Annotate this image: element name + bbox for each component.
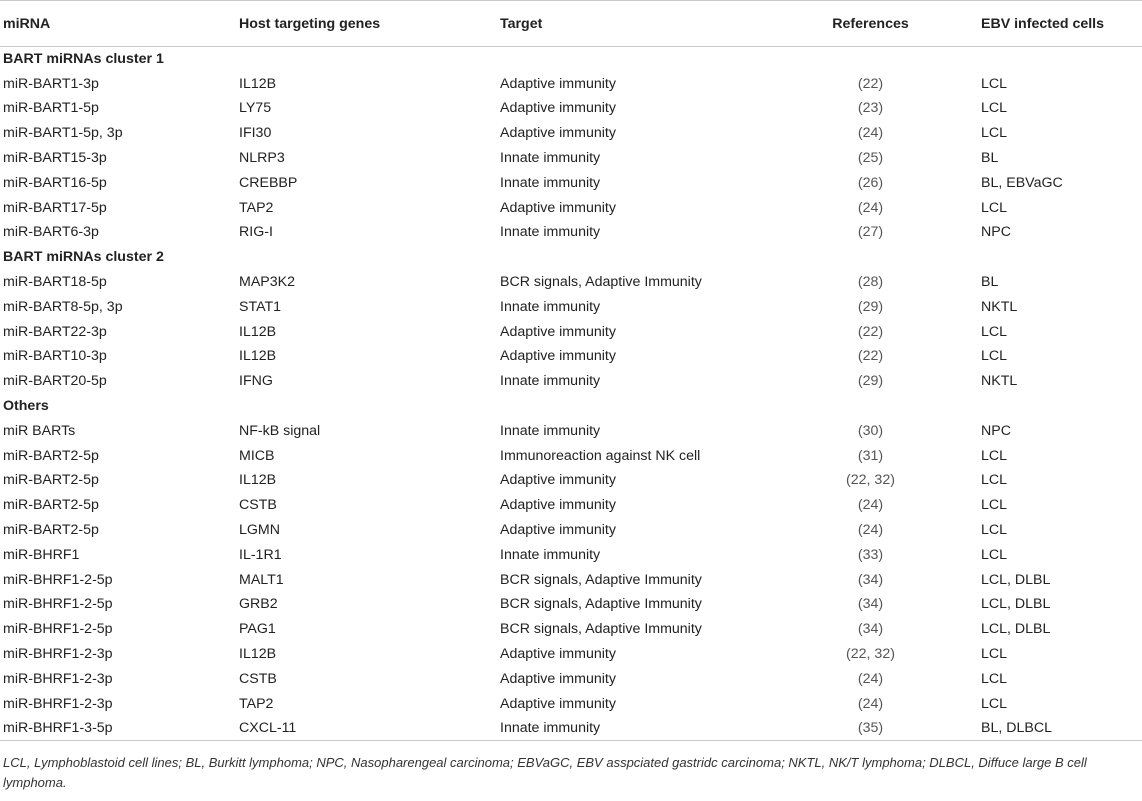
reference-link[interactable]: (24)	[857, 199, 884, 216]
table-row	[0, 319, 1142, 344]
cell-ebv-cells: BL, DLBCL	[978, 716, 1142, 741]
table-row	[0, 716, 1142, 741]
cell-host-gene: IL12B	[239, 472, 277, 489]
table-row	[0, 220, 1142, 245]
table-row	[0, 443, 1142, 468]
cell-reference	[763, 294, 978, 319]
reference-link[interactable]: (29)	[857, 373, 884, 390]
cell-reference	[763, 71, 978, 96]
table-row	[0, 567, 1142, 592]
cell-target: Innate immunity	[497, 716, 763, 741]
cell-mirna: miR-BHRF1-2-3p	[3, 670, 113, 687]
cell-target: Adaptive immunity	[500, 323, 616, 340]
reference-link[interactable]: (24)	[857, 695, 884, 712]
cell-reference	[763, 493, 978, 518]
cell-target: Adaptive immunity	[500, 348, 616, 365]
cell-reference	[763, 642, 978, 667]
cell-mirna: miR-BART2-5p	[3, 447, 99, 464]
cell-target: Adaptive immunity	[500, 670, 616, 687]
cell-mirna: miR-BART8-5p, 3p	[3, 298, 123, 315]
cell-mirna: miR-BART20-5p	[3, 373, 107, 390]
table-row	[0, 121, 1142, 146]
cell-host-gene: PAG1	[239, 621, 276, 638]
cell-target: Adaptive immunity	[500, 646, 616, 663]
cell-host-gene: IL-1R1	[239, 546, 282, 563]
reference-link[interactable]: (34)	[857, 571, 884, 588]
cell-target: Adaptive immunity	[500, 199, 616, 216]
cell-ebv-cells: LCL, DLBL	[981, 621, 1051, 638]
cell-target: Adaptive immunity	[500, 522, 616, 539]
cell-target: Innate immunity	[500, 422, 601, 439]
table-row	[0, 468, 1142, 493]
cell-host-gene: MALT1	[239, 571, 284, 588]
cell-target: BCR signals, Adaptive Immunity	[500, 596, 702, 613]
cell-ebv-cells: NPC	[981, 422, 1011, 439]
cell-reference	[763, 518, 978, 543]
cell-ebv-cells: NKTL	[981, 373, 1018, 390]
cell-target: Adaptive immunity	[500, 125, 616, 142]
table-header	[0, 1, 1142, 47]
cell-mirna: miR-BART2-5p	[3, 522, 99, 539]
cell-target: Adaptive immunity	[500, 100, 616, 117]
cell-host-gene: MICB	[239, 447, 275, 464]
table-row	[0, 294, 1142, 319]
cell-target: Innate immunity	[500, 546, 601, 563]
cell-target: Innate immunity	[500, 298, 601, 315]
reference-link[interactable]: (27)	[857, 224, 884, 241]
cell-reference	[763, 96, 978, 121]
cell-mirna: miR-BART2-5p	[3, 497, 99, 514]
cell-mirna: miR-BART22-3p	[3, 323, 107, 340]
cell-ebv-cells: LCL	[981, 670, 1008, 687]
cell-reference	[763, 542, 978, 567]
reference-link[interactable]: (24)	[857, 497, 884, 514]
cell-target: Adaptive immunity	[500, 472, 616, 489]
cell-host-gene: TAP2	[239, 199, 274, 216]
cell-ebv-cells: LCL	[981, 472, 1008, 489]
table-row	[0, 542, 1142, 567]
table-row	[0, 96, 1142, 121]
reference-link[interactable]: (35)	[857, 720, 884, 737]
cell-ebv-cells: BL	[981, 274, 999, 291]
reference-link[interactable]: (25)	[857, 150, 884, 167]
cell-mirna: miR-BART2-5p	[3, 472, 99, 489]
group-header-row	[0, 47, 1142, 72]
cell-mirna: miR-BART1-5p, 3p	[3, 125, 123, 142]
header-row	[0, 1, 1142, 47]
cell-host-gene: IFNG	[239, 373, 273, 390]
cell-reference	[763, 146, 978, 171]
table-body	[0, 47, 1142, 741]
cell-host-gene: CSTB	[239, 497, 277, 514]
reference-link[interactable]: (22, 32)	[846, 472, 895, 489]
cell-mirna: miR-BHRF1-3-5p	[0, 716, 236, 741]
cell-host-gene: LGMN	[239, 522, 280, 539]
cell-host-gene: GRB2	[239, 596, 278, 613]
cell-host-gene: STAT1	[239, 298, 282, 315]
table-row	[0, 344, 1142, 369]
cell-target: Immunoreaction against NK cell	[500, 447, 701, 464]
cell-target: BCR signals, Adaptive Immunity	[500, 621, 702, 638]
cell-mirna: miR-BART1-3p	[3, 75, 99, 92]
cell-mirna: miR-BHRF1-2-5p	[3, 571, 113, 588]
table-row	[0, 195, 1142, 220]
cell-mirna: miR-BART16-5p	[3, 174, 107, 191]
reference-link[interactable]: (26)	[857, 174, 884, 191]
table-row	[0, 592, 1142, 617]
cell-reference	[763, 617, 978, 642]
cell-reference	[763, 716, 978, 741]
table-row	[0, 270, 1142, 295]
reference-link[interactable]: (24)	[857, 125, 884, 142]
table-footnote: LCL, Lymphoblastoid cell lines; BL, Burkitt lymphoma; NPC, Nasopharengeal carcinoma; EBVaGC, EBV asspciated gastridc carcinoma; NKTL, NK/T lymphoma; DLBCL, Diffuce large B cell lymphoma.	[3, 755, 1087, 790]
reference-link[interactable]: (22)	[857, 75, 884, 92]
table-row	[0, 642, 1142, 667]
cell-reference	[763, 691, 978, 716]
header-host-genes: Host targeting genes	[236, 1, 497, 47]
cell-reference	[763, 468, 978, 493]
reference-link[interactable]: (33)	[857, 546, 884, 563]
cell-target: Innate immunity	[500, 150, 601, 167]
cell-reference	[763, 319, 978, 344]
reference-link[interactable]: (34)	[857, 621, 884, 638]
cell-ebv-cells: BL, EBVaGC	[981, 174, 1063, 191]
cell-mirna: miR-BHRF1-2-5p	[3, 596, 113, 613]
table-row	[0, 369, 1142, 394]
reference-link[interactable]: (22)	[857, 348, 884, 365]
table-row	[0, 617, 1142, 642]
cell-host-gene: CREBBP	[239, 174, 298, 191]
cell-ebv-cells: LCL	[981, 323, 1008, 340]
cell-mirna: miR-BHRF1	[3, 546, 80, 563]
cell-reference	[763, 567, 978, 592]
cell-ebv-cells: NPC	[981, 224, 1011, 241]
reference-link[interactable]: (30)	[857, 422, 884, 439]
cell-target: Adaptive immunity	[500, 695, 616, 712]
cell-mirna: miR-BHRF1-2-3p	[3, 646, 113, 663]
cell-reference	[763, 170, 978, 195]
reference-link[interactable]: (22, 32)	[846, 646, 895, 663]
cell-ebv-cells: LCL	[981, 75, 1008, 92]
cell-host-gene: MAP3K2	[239, 274, 295, 291]
reference-link[interactable]: (29)	[857, 298, 884, 315]
cell-target: Adaptive immunity	[500, 497, 616, 514]
cell-ebv-cells: LCL	[981, 348, 1008, 365]
table-row	[0, 691, 1142, 716]
header-mirna: miRNA	[0, 1, 236, 47]
table-row	[0, 170, 1142, 195]
cell-ebv-cells: LCL, DLBL	[981, 596, 1051, 613]
cell-host-gene: NF-kB signal	[239, 422, 321, 439]
reference-link[interactable]: (23)	[857, 100, 884, 117]
cell-mirna: miR-BART1-5p	[3, 100, 99, 117]
cell-reference	[763, 195, 978, 220]
cell-reference	[763, 443, 978, 468]
reference-link[interactable]: (31)	[857, 447, 884, 464]
cell-host-gene: IL12B	[239, 75, 277, 92]
header-ebv-cells: EBV infected cells	[978, 1, 1142, 47]
cell-ebv-cells: BL	[981, 150, 999, 167]
cell-reference	[763, 592, 978, 617]
cell-mirna: miR-BART17-5p	[3, 199, 107, 216]
cell-reference	[763, 220, 978, 245]
cell-host-gene: CXCL-11	[236, 716, 497, 741]
cell-mirna: miR-BHRF1-2-3p	[3, 695, 113, 712]
reference-link[interactable]: (22)	[857, 323, 884, 340]
cell-ebv-cells: LCL	[981, 100, 1008, 117]
cell-host-gene: IL12B	[239, 348, 277, 365]
cell-host-gene: TAP2	[239, 695, 274, 712]
reference-link[interactable]: (34)	[857, 596, 884, 613]
header-target: Target	[497, 1, 763, 47]
cell-ebv-cells: LCL	[981, 546, 1008, 563]
group-label: BART miRNAs cluster 1	[3, 51, 164, 68]
cell-target: Innate immunity	[500, 373, 601, 390]
table-row	[0, 493, 1142, 518]
cell-host-gene: RIG-I	[239, 224, 273, 241]
cell-reference	[763, 270, 978, 295]
cell-ebv-cells: LCL	[981, 125, 1008, 142]
group-label: BART miRNAs cluster 2	[3, 249, 164, 266]
cell-ebv-cells: LCL	[981, 497, 1008, 514]
cell-host-gene: CSTB	[239, 670, 277, 687]
cell-target: BCR signals, Adaptive Immunity	[500, 274, 702, 291]
reference-link[interactable]: (24)	[857, 670, 884, 687]
cell-reference	[763, 369, 978, 394]
table-row	[0, 418, 1142, 443]
cell-mirna: miR-BART10-3p	[3, 348, 107, 365]
cell-reference	[763, 666, 978, 691]
cell-mirna: miR-BHRF1-2-5p	[3, 621, 113, 638]
reference-link[interactable]: (28)	[857, 274, 884, 291]
cell-mirna: miR-BART15-3p	[3, 150, 107, 167]
cell-target: Adaptive immunity	[500, 75, 616, 92]
cell-target: BCR signals, Adaptive Immunity	[500, 571, 702, 588]
cell-mirna: miR BARTs	[3, 422, 76, 439]
cell-ebv-cells: LCL	[981, 447, 1008, 464]
cell-reference	[763, 344, 978, 369]
cell-host-gene: LY75	[239, 100, 272, 117]
table-row	[0, 146, 1142, 171]
cell-reference	[763, 418, 978, 443]
header-references: References	[763, 1, 978, 47]
cell-ebv-cells: LCL	[981, 522, 1008, 539]
cell-ebv-cells: LCL	[981, 646, 1008, 663]
cell-mirna: miR-BART18-5p	[3, 274, 107, 291]
table-row	[0, 518, 1142, 543]
cell-ebv-cells: LCL	[981, 199, 1008, 216]
cell-mirna: miR-BART6-3p	[3, 224, 99, 241]
table-row	[0, 71, 1142, 96]
cell-reference	[763, 121, 978, 146]
cell-host-gene: IL12B	[239, 646, 277, 663]
cell-host-gene: IL12B	[239, 323, 277, 340]
group-header-row	[0, 245, 1142, 270]
cell-host-gene: IFI30	[239, 125, 272, 142]
reference-link[interactable]: (24)	[857, 522, 884, 539]
cell-target: Innate immunity	[500, 174, 601, 191]
group-label: Others	[3, 398, 49, 415]
cell-ebv-cells: LCL, DLBL	[981, 571, 1051, 588]
table-row	[0, 666, 1142, 691]
cell-target: Innate immunity	[500, 224, 601, 241]
group-header-row	[0, 394, 1142, 419]
cell-ebv-cells: NKTL	[981, 298, 1018, 315]
cell-ebv-cells: LCL	[981, 695, 1008, 712]
cell-host-gene: NLRP3	[239, 150, 285, 167]
